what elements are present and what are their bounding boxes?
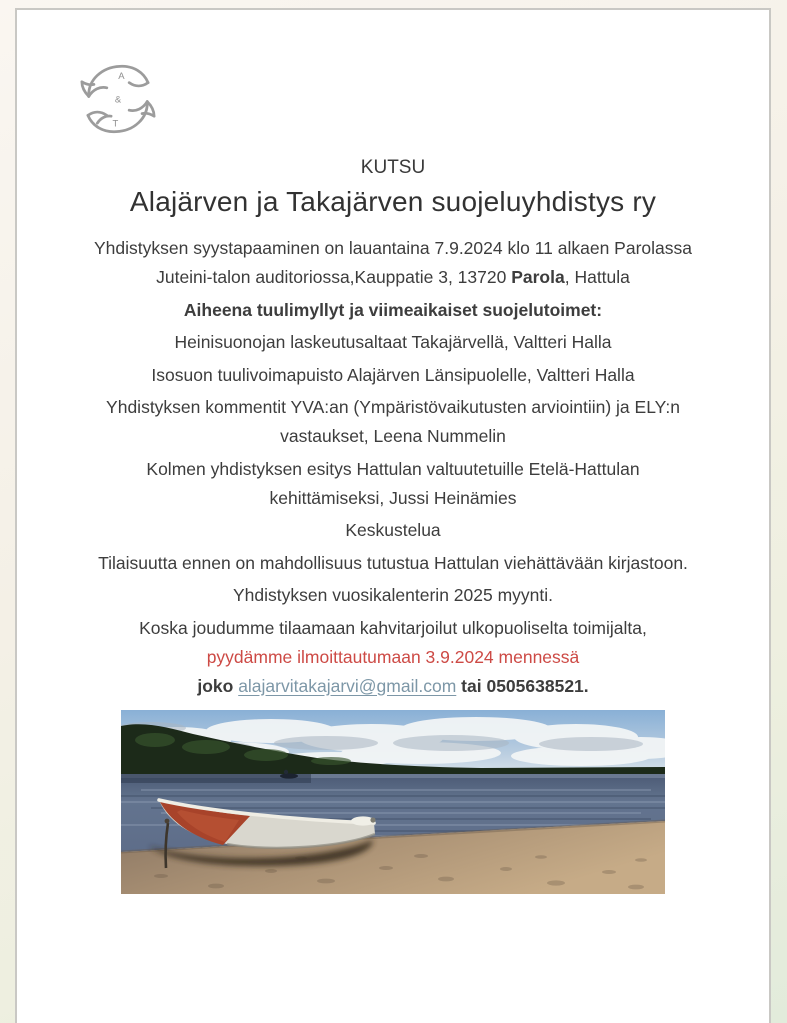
invitation-kicker: KUTSU (360, 157, 426, 178)
rsvp-contact-suffix: tai 0505638521. (461, 675, 589, 696)
intro-place-bold: Parola (511, 267, 565, 287)
intro-paragraph (87, 234, 699, 292)
note-paragraph: Yhdistyksen vuosikalenterin 2025 myynti. (232, 585, 554, 605)
association-logo (75, 56, 161, 142)
agenda-item: Keskustelua (345, 520, 441, 540)
rsvp-paragraph (87, 614, 699, 701)
intro-text-after: , Hattula (564, 267, 630, 287)
logo-letter-bottom: T (112, 118, 119, 130)
invitation-page (15, 8, 771, 1023)
logo-letter-top: A (118, 71, 125, 83)
agenda-item: Kolmen yhdistyksen esitys Hattulan valtuutetuille Etelä-Hattulan kehittämiseksi, Jussi Heinämies (146, 458, 640, 508)
lakeshore-photo-illustration (121, 710, 665, 894)
rsvp-deadline-line: pyydämme ilmoittautumaan 3.9.2024 mennessä (206, 646, 580, 667)
agenda-item: Yhdistyksen kommentit YVA:an (Ympäristövaikutusten arviointiin) ja ELY:n vastaukset, Leena Nummelin (106, 397, 680, 446)
agenda-item: Isosuon tuulivoimapuisto Alajärven Länsipuolelle, Valtteri Halla (151, 364, 635, 385)
email-link[interactable]: alajarvitakajarvi@gmail.com (238, 675, 457, 696)
lakeshore-photo (121, 710, 665, 894)
intro-text: Yhdistyksen syystapaaminen on lauantaina 7.9.2024 klo 11 alkaen Parolassa Juteini-talon auditoriossa,Kauppatie 3, 13720 (94, 238, 692, 287)
agenda-item: Heinisuonojan laskeutusaltaat Takajärvellä, Valtteri Halla (174, 332, 612, 352)
rsvp-intro-line: Koska joudumme tilaamaan kahvitarjoilut ulkopuoliselta toimijalta, (139, 617, 647, 638)
invitation-content (87, 157, 699, 894)
note-paragraph: Tilaisuutta ennen on mahdollisuus tutustua Hattulan viehättävään kirjastoon. (98, 552, 688, 573)
agenda-heading: Aiheena tuulimyllyt ja viimeaikaiset suojelutoimet: (183, 299, 603, 320)
logo-letter-middle: & (114, 94, 122, 106)
two-fish-circle-icon (75, 56, 161, 142)
page-title: Alajärven ja Takajärven suojeluyhdistys ry (129, 186, 657, 217)
rsvp-contact-prefix: joko (197, 675, 234, 696)
